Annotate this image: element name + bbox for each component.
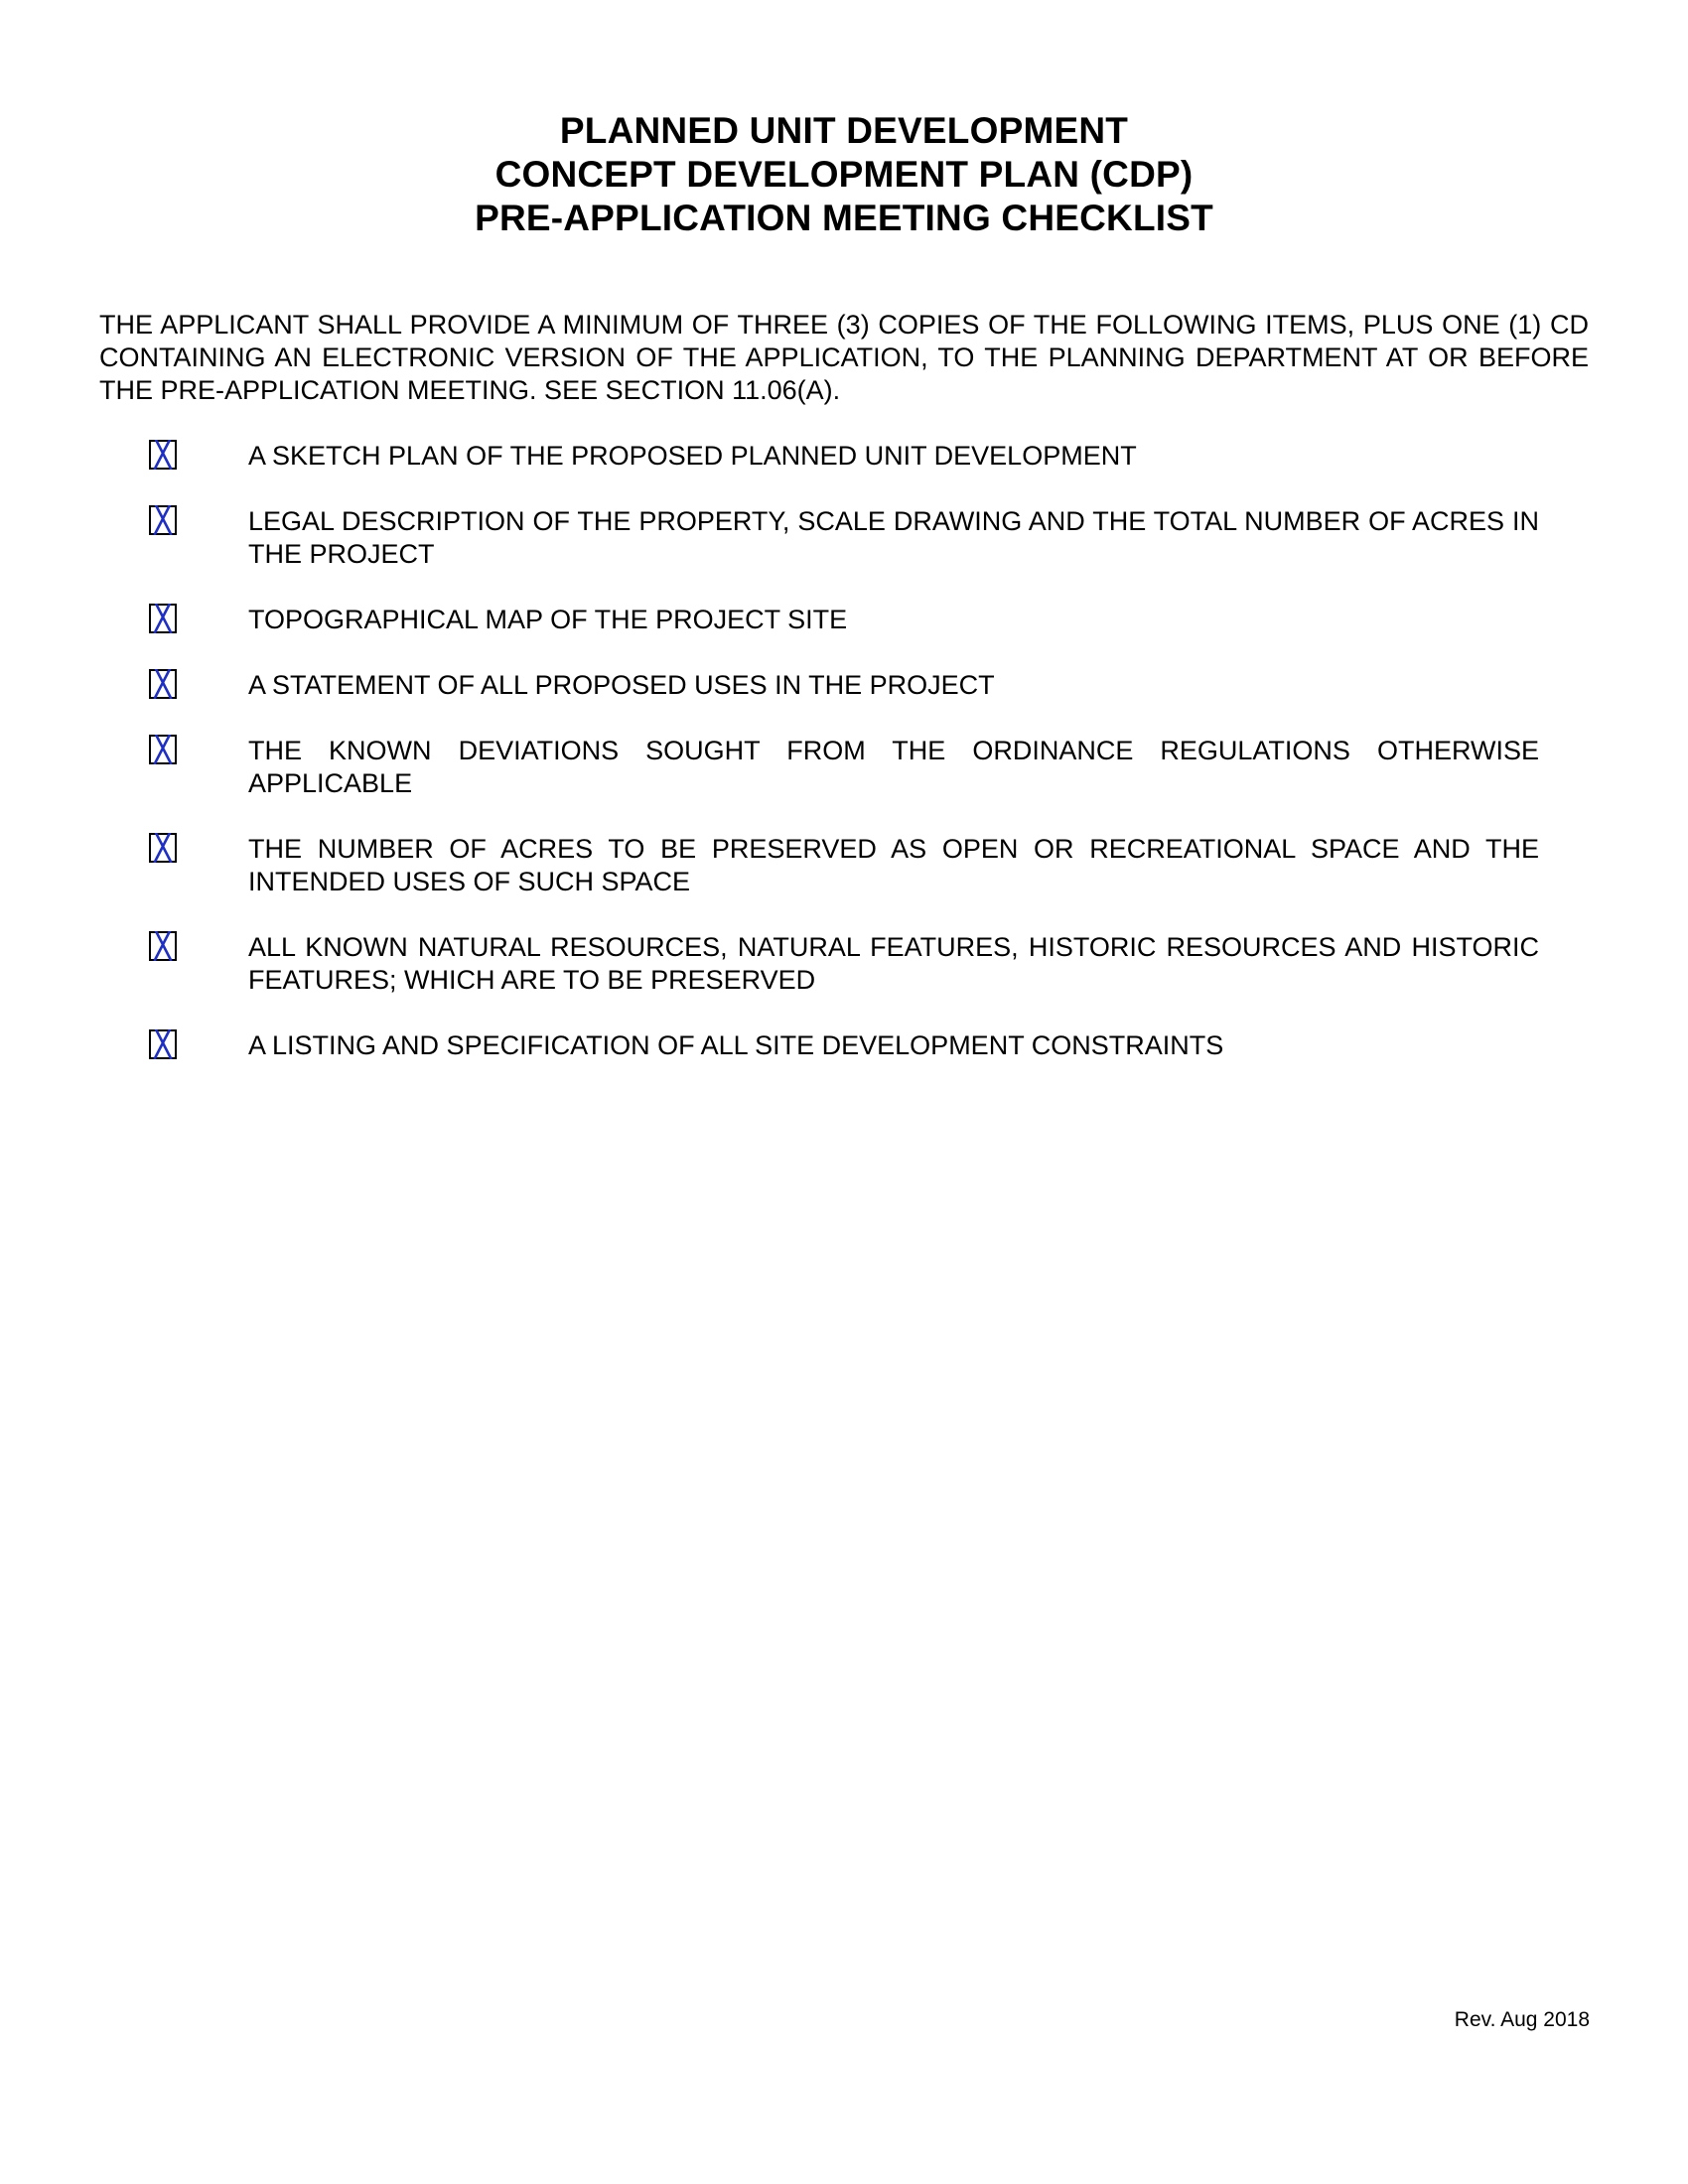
title-line-3: PRE-APPLICATION MEETING CHECKLIST — [475, 198, 1213, 238]
checked-box-icon[interactable] — [149, 505, 177, 535]
checklist-item-text: ALL KNOWN NATURAL RESOURCES, NATURAL FEATURES, HISTORIC RESOURCES AND HISTORIC FEATURES; WHICH ARE TO BE PRESERVED — [248, 932, 1539, 995]
checklist-item-text: A SKETCH PLAN OF THE PROPOSED PLANNED UNIT DEVELOPMENT — [248, 441, 1137, 471]
checklist-item-text: THE NUMBER OF ACRES TO BE PRESERVED AS OPEN OR RECREATIONAL SPACE AND THE INTENDED USES OF SUCH SPACE — [248, 834, 1539, 896]
title-line-2: CONCEPT DEVELOPMENT PLAN (CDP) — [494, 154, 1194, 195]
checked-box-icon[interactable] — [149, 931, 177, 961]
revision-date: Rev. Aug 2018 — [1454, 2008, 1590, 2031]
checklist-item-text: THE KNOWN DEVIATIONS SOUGHT FROM THE ORDINANCE REGULATIONS OTHERWISE APPLICABLE — [248, 736, 1539, 798]
checklist-item-text: TOPOGRAPHICAL MAP OF THE PROJECT SITE — [248, 605, 848, 634]
checklist-item-text: A STATEMENT OF ALL PROPOSED USES IN THE PROJECT — [248, 670, 995, 700]
intro-paragraph: THE APPLICANT SHALL PROVIDE A MINIMUM OF THREE (3) COPIES OF THE FOLLOWING ITEMS, PLUS ONE (1) CD CONTAINING AN ELECTRONIC VERSION OF THE APPLICATION, TO THE PLANNING DEPARTMENT AT OR BEFORE THE PRE-APPLICATION MEETING. SEE SECTION 11.06(A). — [99, 310, 1589, 405]
checked-box-icon[interactable] — [149, 604, 177, 633]
checklist-item-text: LEGAL DESCRIPTION OF THE PROPERTY, SCALE DRAWING AND THE TOTAL NUMBER OF ACRES IN THE PROJECT — [248, 506, 1539, 569]
title-line-1: PLANNED UNIT DEVELOPMENT — [559, 110, 1129, 151]
checked-box-icon[interactable] — [149, 669, 177, 699]
checked-box-icon[interactable] — [149, 440, 177, 470]
document-title — [0, 109, 1688, 240]
checklist-item-text: A LISTING AND SPECIFICATION OF ALL SITE DEVELOPMENT CONSTRAINTS — [248, 1030, 1224, 1060]
checked-box-icon[interactable] — [149, 833, 177, 863]
checked-box-icon[interactable] — [149, 1029, 177, 1059]
checked-box-icon[interactable] — [149, 735, 177, 764]
